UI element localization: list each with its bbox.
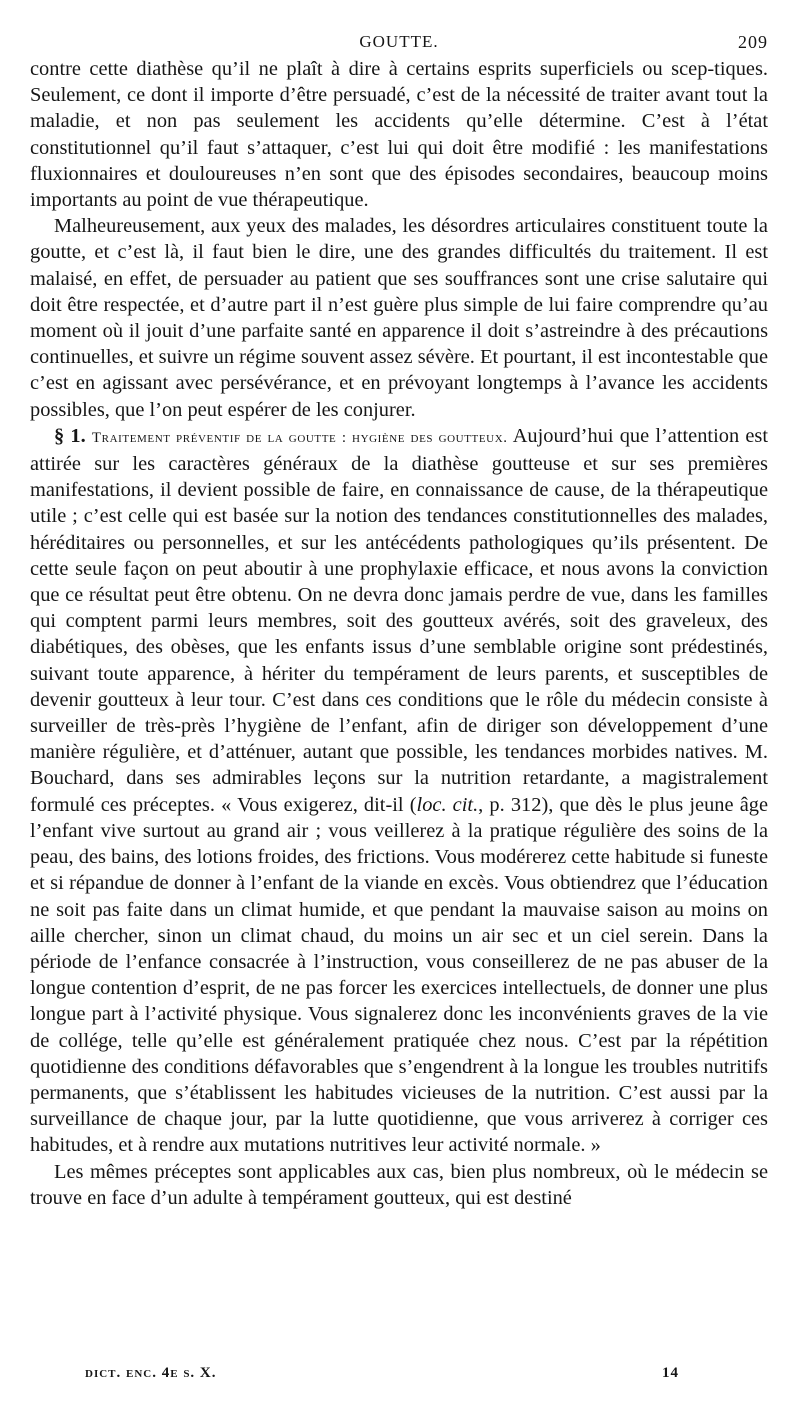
citation: loc. cit. [416, 793, 479, 816]
page-number: 209 [738, 32, 768, 52]
page-title: GOUTTE. [359, 32, 439, 51]
paragraph-4: Les mêmes préceptes sont applicables aux cas, bien plus nombreux, où le médecin se trouve en face d’un adulte à tempérament goutteux, qui est destiné [30, 1160, 768, 1209]
document-page [30, 22, 768, 1211]
body-text [30, 56, 768, 1211]
paragraph-1: contre cette diathèse qu’il ne plaît à dire à certains esprits superficiels ou scep-tiques. Seulement, ce dont il importe d’être persuadé, c’est de la nécessité de traiter avant tout la maladie, et non pas seulement les accidents qu’elle détermine. C’est à l’état constitutionnel qu’il faut s’attaquer, c’est lui qui doit être modifié : les manifestations fluxionnaires et douloureuses n’en sont que des épisodes secondaires, beaucoup moins importants au point de vue thérapeutique. [30, 58, 768, 212]
paragraph-3 [30, 423, 768, 1159]
paragraph-3-text-after-citation: , p. 312), que dès le plus jeune âge l’enfant vive surtout au grand air ; vous veillerez à la pratique régulière des soins de la peau, des bains, des lotions froides, des frictions. Vous modérerez cette habitude si funeste et si répandue de donner à l’enfant de la viande en excès. Vous obtiendrez que l’éducation ne soit pas faite dans un climat humide, et que pendant la mauvaise saison au moins on aille chercher, sinon un climat chaud, du moins un air sec et un ciel serein. Dans la période de l’enfance consacrée à l’instruction, vous conseillerez de ne pas abuser de la longue contention d’esprit, de ne pas forcer les exercices intellectuels, de donner une plus longue part à l’activité physique. Vous signalerez donc les inconvénients graves de la vie de collége, telle qu’elle est généralement pratiquée chez nous. C’est par la répétition quotidienne des conditions défavorables que s’engendrent à la longue les troubles nutritifs permanents, que s’établissent les habitudes vicieuses de la nutrition. C’est aussi par la surveillance de chaque jour, par la lutte quotidienne, que vous arriverez à corriger ces habitudes, et à rendre aux mutations nutritives leur activité normale. » [30, 793, 768, 1157]
paragraph-2: Malheureusement, aux yeux des malades, les désordres articulaires constituent toute la goutte, et c’est là, il faut bien le dire, une des grandes difficultés du traitement. Il est malaisé, en effet, de persuader au patient que ses souffrances sont une crise salutaire qui doit être respectée, et d’autre part il n’est guère plus simple de lui faire comprendre qu’au moment où il jouit d’une parfaite santé en apparence il doit s’astreindre à des précautions continuelles, et suivre un régime souvent assez sévère. Et pourtant, il est incontestable que c’est en agissant avec persévérance, et en prévoyant longtemps à l’avance les accidents possibles, que l’on peut espérer de les conjurer. [30, 215, 768, 421]
signature-number: 14 [662, 1365, 679, 1381]
section-heading: Traitement préventif de la goutte : hygiène des goutteux. [91, 429, 508, 446]
section-mark: § 1. [54, 424, 86, 447]
signature-left: dict. enc. 4e s. X. [85, 1365, 217, 1381]
paragraph-3-text-before-citation: Aujourd’hui que l’attention est attirée sur les caractères généraux de la diathèse goutteuse et sur ses premières manifestations, il devient possible de faire, en connaissance de cause, de la thérapeutique utile ; c’est celle qui est basée sur la notion des tendances constitutionnelles des malades, héréditaires ou personnelles, et sur les antécédents pathologiques qu’ils présentent. De cette seule façon on peut aboutir à une prophylaxie efficace, et nous avons la conviction que ce résultat peut être obtenu. On ne devra donc jamais perdre de vue, dans les familles qui comptent parmi leurs membres, soit des goutteux avérés, soit des graveleux, des diabétiques, des obèses, que les enfants issus d’une semblable origine sont prédestinés, suivant toute apparence, à hériter du tempérament de leurs parents, et susceptibles de devenir goutteux à leur tour. C’est dans ces conditions que le rôle du médecin consiste à surveiller de très-près l’hygiène de l’enfant, afin de diriger son développement d’une manière régulière, et d’atténuer, autant que possible, les tendances morbides natives. M. Bouchard, dans ses admirables leçons sur la nutrition retardante, a magistralement formulé ces préceptes. « Vous exigerez, dit-il ( [30, 424, 768, 816]
printer-signature [85, 1365, 685, 1391]
running-header [30, 22, 768, 52]
